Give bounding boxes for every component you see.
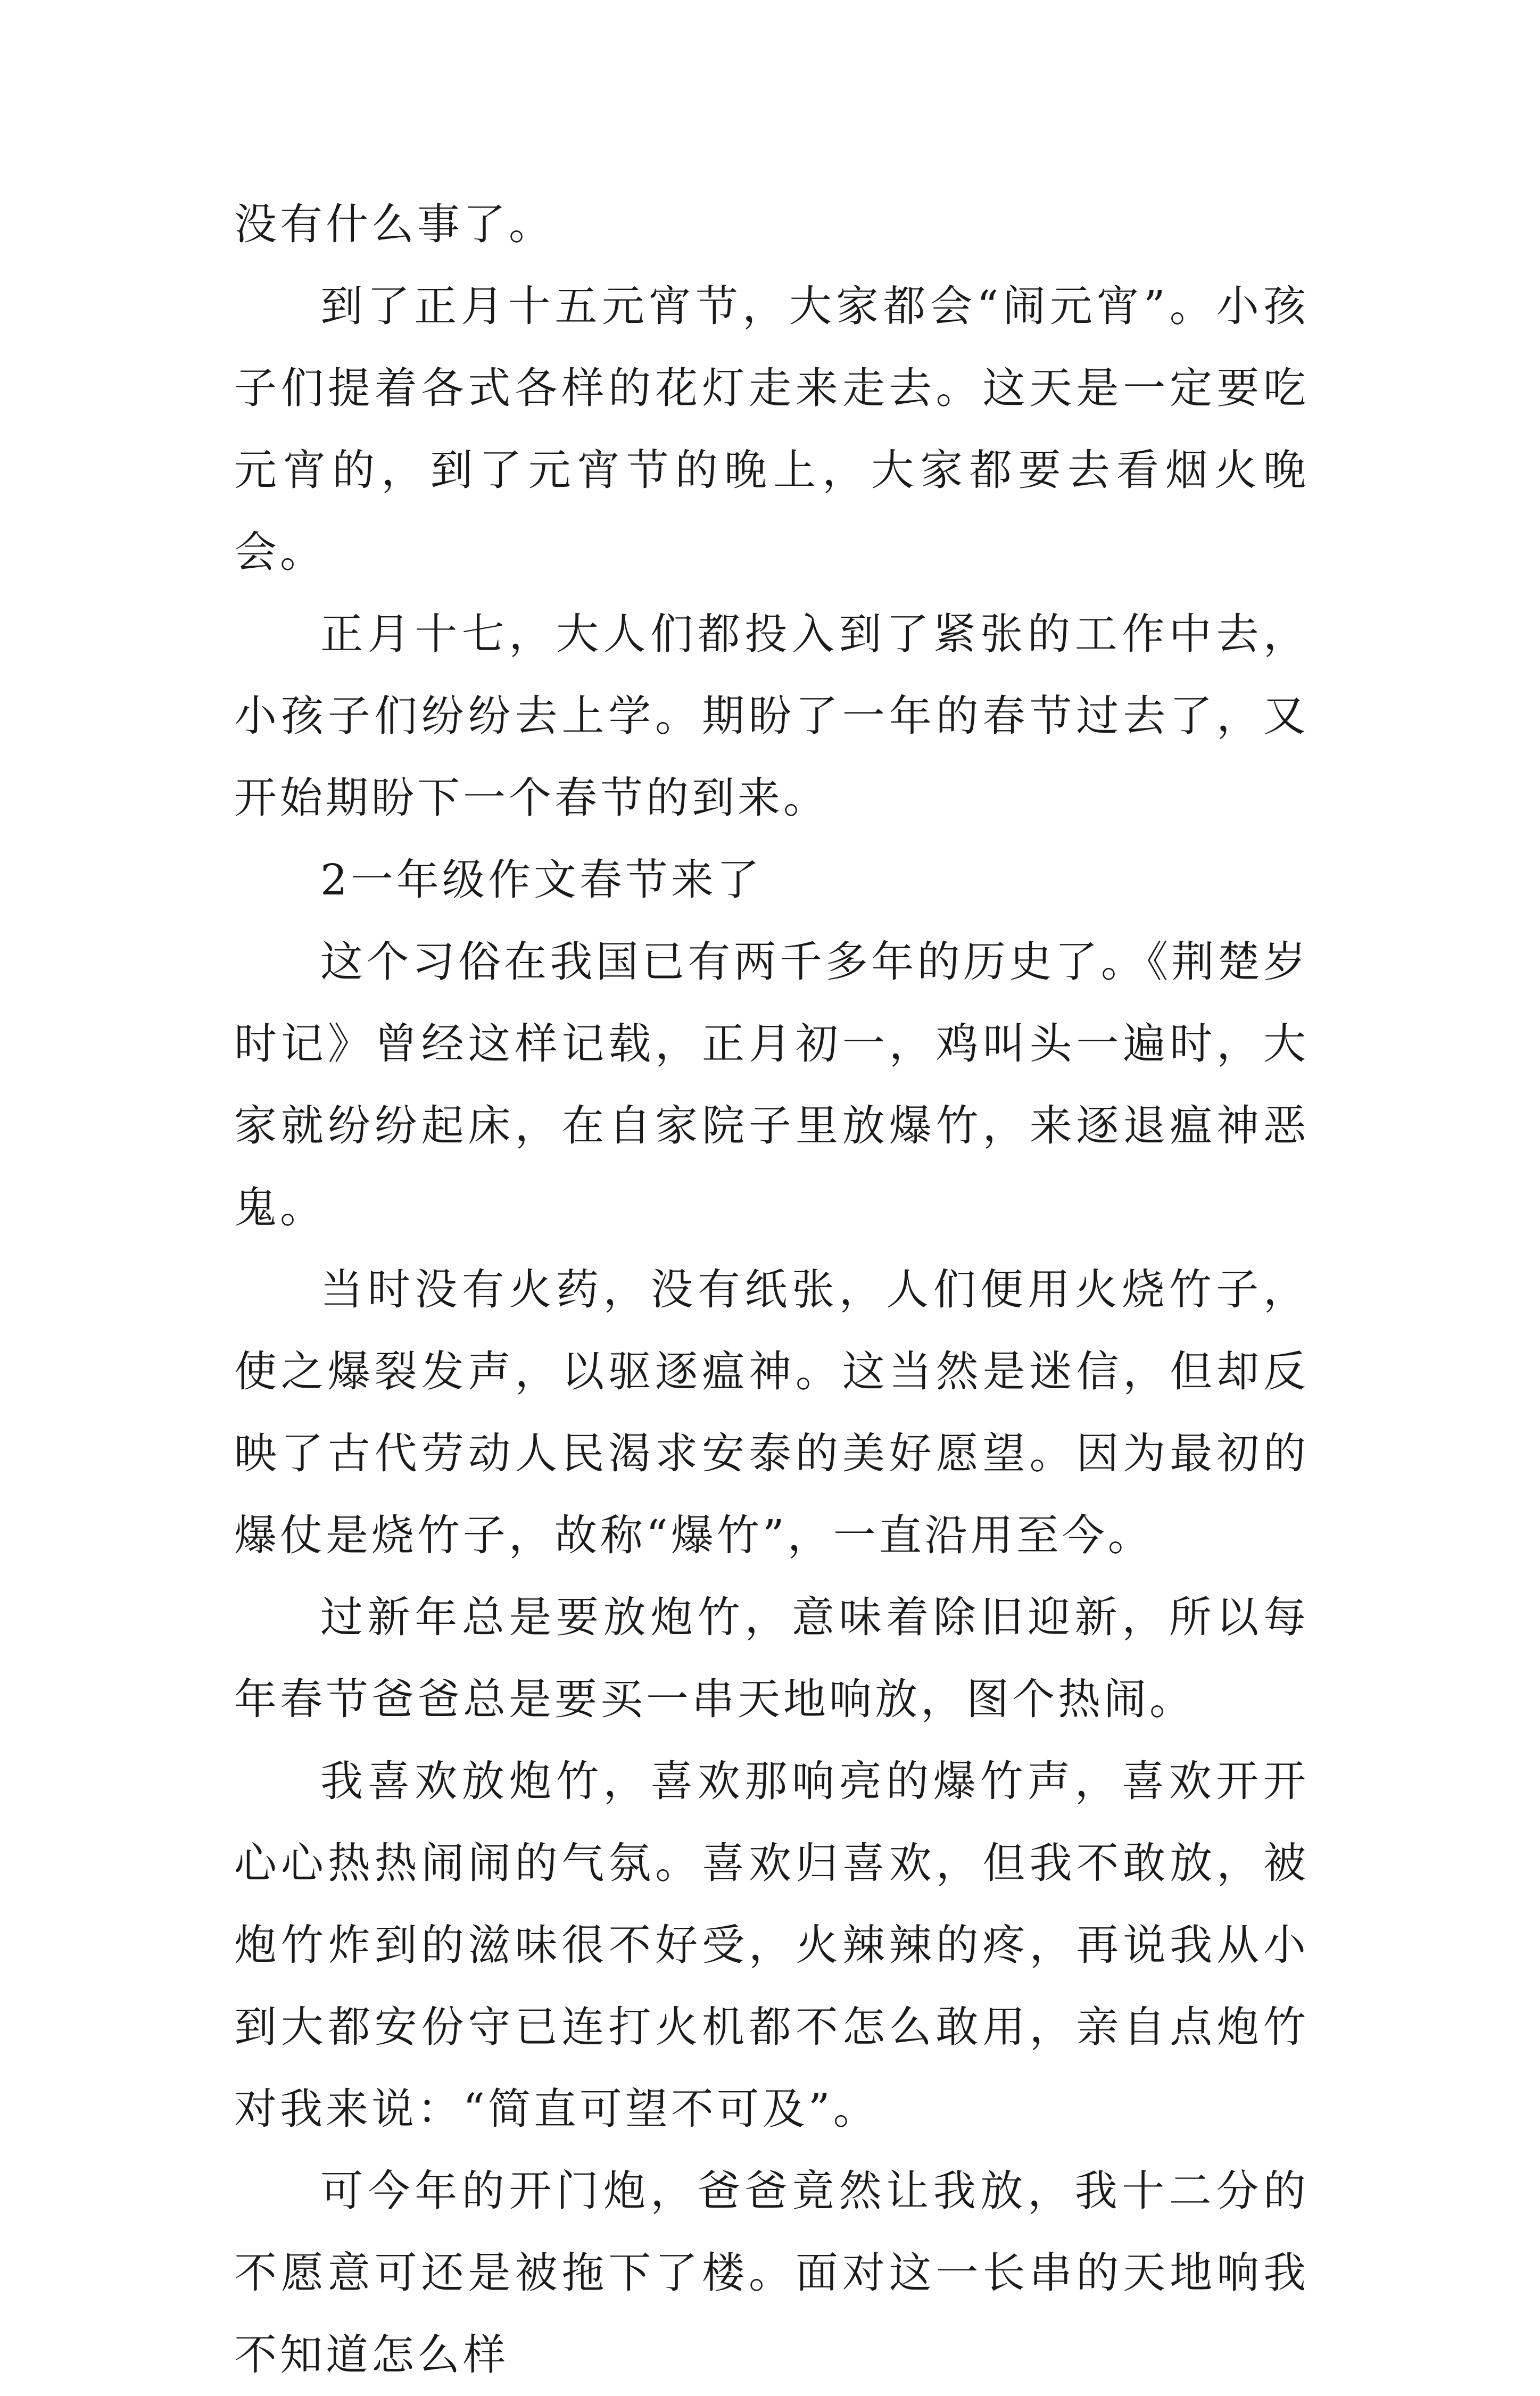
- paragraph: 过新年总是要放炮竹，意味着除旧迎新，所以每年春节爸爸总是要买一串天地响放，图个热闹。: [234, 1593, 1309, 1724]
- paragraph: 正月十七，大人们都投入到了紧张的工作中去，小孩子们纷纷去上学。期盼了一年的春节过去了，又开始期盼下一个春节的到来。: [234, 609, 1309, 823]
- paragraph: 没有什么事了。: [234, 200, 554, 249]
- paragraph: 我喜欢放炮竹，喜欢那响亮的爆竹声，喜欢开开心心热热闹闹的气氛。喜欢归喜欢，但我不敢放，被炮竹炸到的滋味很不好受，火辣辣的疼，再说我从小到大都安份守已连打火机都不怎么敢用，亲自点炮竹对我来说：“简直可望不可及”。: [234, 1756, 1309, 2134]
- section-heading: 2一年级作文春节来了: [320, 855, 763, 905]
- paragraph: 当时没有火药，没有纸张，人们便用火烧竹子，使之爆裂发声，以驱逐瘟神。这当然是迷信，但却反映了古代劳动人民渴求安泰的美好愿望。因为最初的爆仗是烧竹子，故称“爆竹”，一直沿用至今。: [234, 1265, 1309, 1560]
- paragraph: 到了正月十五元宵节，大家都会“闹元宵”。小孩子们提着各式各样的花灯走来走去。这天是一定要吃元宵的，到了元宵节的晚上，大家都要去看烟火晚会。: [234, 281, 1309, 577]
- paragraph: 可今年的开门炮，爸爸竟然让我放，我十二分的不愿意可还是被拖下了楼。面对这一长串的天地响我不知道怎么样: [234, 2166, 1309, 2380]
- paragraph: 这个习俗在我国已有两千多年的历史了。《荆楚岁时记》曾经这样记载，正月初一，鸡叫头一遍时，大家就纷纷起床，在自家院子里放爆竹，来逐退瘟神恶鬼。: [234, 937, 1309, 1232]
- document-body: [234, 184, 1309, 2396]
